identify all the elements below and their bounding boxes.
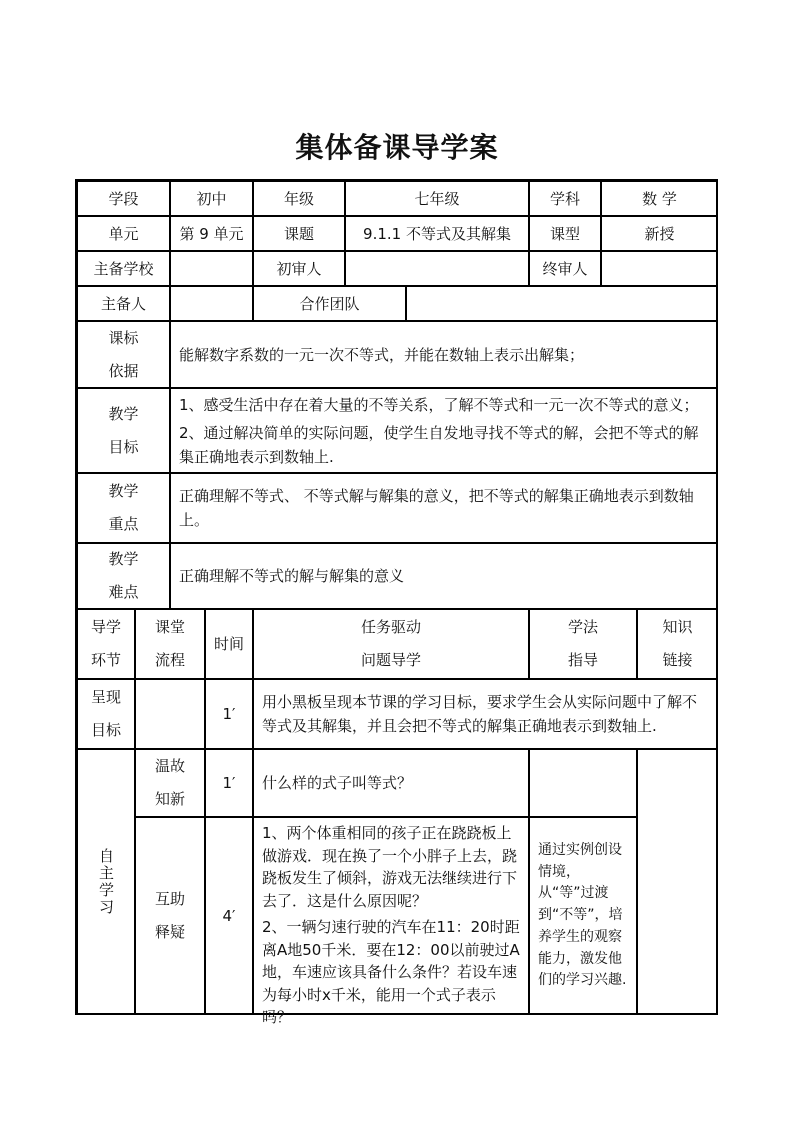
cell-hezuo-value xyxy=(406,286,718,321)
cell-xueduan-value: 初中 xyxy=(170,181,253,216)
cell-xueke-label: 学科 xyxy=(529,181,601,216)
cell-keti-value: 9.1.1 不等式及其解集 xyxy=(345,216,529,251)
cell-wengu-time: 1′ xyxy=(205,749,253,817)
cell-nianji-label: 年级 xyxy=(253,181,345,216)
page-title: 集体备课导学案 xyxy=(295,131,499,164)
huzhu-question-2: 2、一辆匀速行驶的汽车在11：20时距离A地50千米．要在12：00以前驶过A地，车速应该具备什么条件？若设车速为每小时x千米，能用一个式子表示吗？ xyxy=(262,918,520,1026)
col-liucheng-header xyxy=(135,609,205,679)
kebiao-label-line1: 课标 xyxy=(108,328,139,347)
cell-xueke-value: 数 学 xyxy=(601,181,718,216)
cell-xueduan-label: 学段 xyxy=(77,181,170,216)
chengxian-label-line2: 目标 xyxy=(90,721,121,739)
mubiao-item-1: 1、感受生活中存在着大量的不等关系，了解不等式和一元一次不等式的意义； xyxy=(179,396,699,414)
cell-zhongshen-label: 终审人 xyxy=(529,251,601,286)
huzhu-question-1: 1、两个体重相同的孩子正在跷跷板上做游戏．现在换了一个小胖子上去，跷跷板发生了倾斜，游戏无法继续进行下去了．这是什么原因呢？ xyxy=(262,824,518,910)
col-renwu-header xyxy=(253,609,529,679)
cell-wengu-xuefa xyxy=(529,749,637,817)
cell-mubiao-content xyxy=(170,388,718,473)
zhongdian-label-line2: 重点 xyxy=(108,515,139,533)
cell-nandian-content: 正确理解不等式的解与解集的意义 xyxy=(170,543,718,609)
cell-mubiao-label xyxy=(77,388,170,473)
cell-zhubeiren-label: 主备人 xyxy=(77,286,170,321)
col-xuefa-header xyxy=(529,609,637,679)
liucheng-header-line1: 课堂 xyxy=(154,618,185,636)
cell-danyuan-value: 第 9 单元 xyxy=(170,216,253,251)
cell-zhubei-school-label: 主备学校 xyxy=(77,251,170,286)
cell-zhubei-school-value xyxy=(170,251,253,286)
renwu-header-line1: 任务驱动 xyxy=(360,618,421,636)
cell-chengxian-content: 用小黑板呈现本节课的学习目标，要求学生会从实际问题中了解不等式及其解集，并且会把不等式的解集正确地表示到数轴上. xyxy=(253,679,718,749)
liucheng-header-line2: 流程 xyxy=(154,651,185,669)
col-huanjie-header xyxy=(77,609,135,679)
cell-huzhu-content xyxy=(253,817,529,1026)
cell-zizhu-zhishi xyxy=(637,749,718,1015)
wengu-label-line1: 温故 xyxy=(154,757,185,775)
cell-zhubeiren-value xyxy=(170,286,253,321)
cell-danyuan-label: 单元 xyxy=(77,216,170,251)
zhishi-header-line2: 链接 xyxy=(662,651,693,669)
cell-zhongdian-content: 正确理解不等式、 不等式解与解集的意义，把不等式的解集正确地表示到数轴上。 xyxy=(170,473,718,543)
xuefa-header-line2: 指导 xyxy=(567,651,598,669)
cell-wengu-label xyxy=(135,749,205,817)
huzhu-label-line2: 释疑 xyxy=(154,923,185,941)
cell-kexing-label: 课型 xyxy=(529,216,601,251)
renwu-header-line2: 问题导学 xyxy=(360,651,421,669)
huzhu-label-line1: 互助 xyxy=(154,890,185,908)
kebiao-label-line2: 依据 xyxy=(108,361,139,380)
wengu-label-line2: 知新 xyxy=(154,790,185,808)
cell-chengxian-label xyxy=(77,679,135,749)
cell-kexing-value: 新授 xyxy=(601,216,718,251)
cell-hezuo-label: 合作团队 xyxy=(253,286,406,321)
huanjie-header-line1: 导学 xyxy=(90,618,121,636)
cell-nandian-label xyxy=(77,543,170,609)
lesson-plan-table xyxy=(75,179,718,1026)
cell-zhongdian-label xyxy=(77,473,170,543)
cell-kebiao-content: 能解数字系数的一元一次不等式，并能在数轴上表示出解集； xyxy=(170,321,718,388)
col-shijian-header: 时间 xyxy=(205,609,253,679)
cell-huzhu-time: 4′ xyxy=(205,817,253,1015)
cell-zizhu-label xyxy=(77,749,135,1015)
cell-chengxian-liucheng xyxy=(135,679,205,749)
chengxian-label-line1: 呈现 xyxy=(90,688,121,706)
huanjie-header-line2: 环节 xyxy=(90,651,121,669)
nandian-label-line1: 教学 xyxy=(108,550,139,568)
nandian-label-line2: 难点 xyxy=(108,583,139,601)
cell-zhongshen-value xyxy=(601,251,718,286)
cell-chushen-label: 初审人 xyxy=(253,251,345,286)
xuefa-header-line1: 学法 xyxy=(567,618,598,636)
mubiao-label-line2: 目标 xyxy=(108,437,139,456)
col-zhishi-header xyxy=(637,609,718,679)
cell-keti-label: 课题 xyxy=(253,216,345,251)
mubiao-item-2: 2、通过解决简单的实际问题，使学生自发地寻找不等式的解，会把不等式的解集正确地表示到数轴上. xyxy=(179,424,699,466)
zhongdian-label-line1: 教学 xyxy=(108,482,139,500)
cell-chushen-value xyxy=(345,251,529,286)
cell-huzhu-xuefa: 通过实例创设情境，从“等”过渡到“不等”，培养学生的观察能力，激发他们的学习兴趣. xyxy=(529,817,637,1015)
zizhu-label-text: 自主学习 xyxy=(97,848,115,916)
cell-kebiao-label xyxy=(77,321,170,388)
cell-chengxian-time: 1′ xyxy=(205,679,253,749)
cell-wengu-content: 什么样的式子叫等式？ xyxy=(253,749,529,817)
mubiao-label-line1: 教学 xyxy=(108,404,139,423)
cell-nianji-value: 七年级 xyxy=(345,181,529,216)
zhishi-header-line1: 知识 xyxy=(662,618,693,636)
cell-huzhu-label xyxy=(135,817,205,1015)
